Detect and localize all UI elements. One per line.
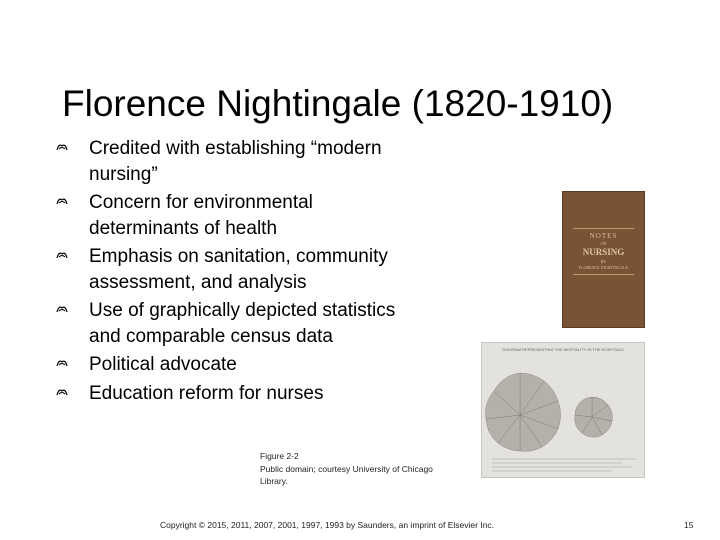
ornamental-bullet-icon bbox=[56, 357, 68, 369]
notes-on-nursing-book-image bbox=[562, 191, 645, 328]
bullet-item bbox=[54, 136, 414, 187]
figure-heading: DIAGRAM REPRESENTING THE MORTALITY IN THE HOSPITALS bbox=[502, 347, 624, 352]
ornamental-bullet-icon bbox=[56, 303, 68, 315]
bullet-text: Political advocate bbox=[89, 354, 237, 375]
book-title-line: FLORENCE NIGHTINGALE bbox=[579, 265, 628, 270]
caption-line: Public domain; courtesy University of Chicago bbox=[260, 463, 433, 474]
bullet-text: Credited with establishing “modern nursing” bbox=[89, 138, 382, 185]
bullet-text: Concern for environmental determinants of health bbox=[89, 192, 313, 239]
ornamental-bullet-icon bbox=[56, 249, 68, 261]
bullet-text: Education reform for nurses bbox=[89, 382, 324, 404]
bullet-text: Emphasis on sanitation, community assessment, and analysis bbox=[89, 246, 388, 293]
bullet-item bbox=[54, 298, 414, 349]
slide-title: Florence Nightingale (1820-1910) bbox=[62, 82, 614, 124]
bullet-item bbox=[54, 352, 414, 378]
book-title-line: NURSING bbox=[582, 247, 625, 257]
bullet-item bbox=[54, 190, 414, 241]
book-rule bbox=[573, 228, 634, 229]
ornamental-bullet-icon bbox=[56, 141, 68, 153]
bullet-item bbox=[54, 381, 414, 407]
book-title-line: NOTES bbox=[589, 232, 618, 240]
page-number: 15 bbox=[684, 520, 694, 530]
rose-diagram-image bbox=[481, 342, 645, 478]
rose-diagram-graphic bbox=[482, 343, 645, 478]
ornamental-bullet-icon bbox=[56, 195, 68, 207]
book-rule bbox=[573, 274, 634, 275]
book-title-line: BY bbox=[600, 259, 607, 264]
book-title-line: ON bbox=[600, 241, 607, 246]
caption-line: Library. bbox=[260, 476, 288, 486]
caption-line: Figure 2-2 bbox=[260, 451, 299, 461]
bullet-list bbox=[54, 136, 414, 409]
bullet-item bbox=[54, 244, 414, 295]
ornamental-bullet-icon bbox=[56, 386, 68, 398]
bullet-text: Use of graphically depicted statistics and comparable census data bbox=[89, 300, 396, 347]
copyright-footer: Copyright © 2015, 2011, 2007, 2001, 1997, 1993 by Saunders, an imprint of Elsevier Inc. bbox=[160, 520, 495, 530]
figure-caption bbox=[260, 450, 433, 488]
